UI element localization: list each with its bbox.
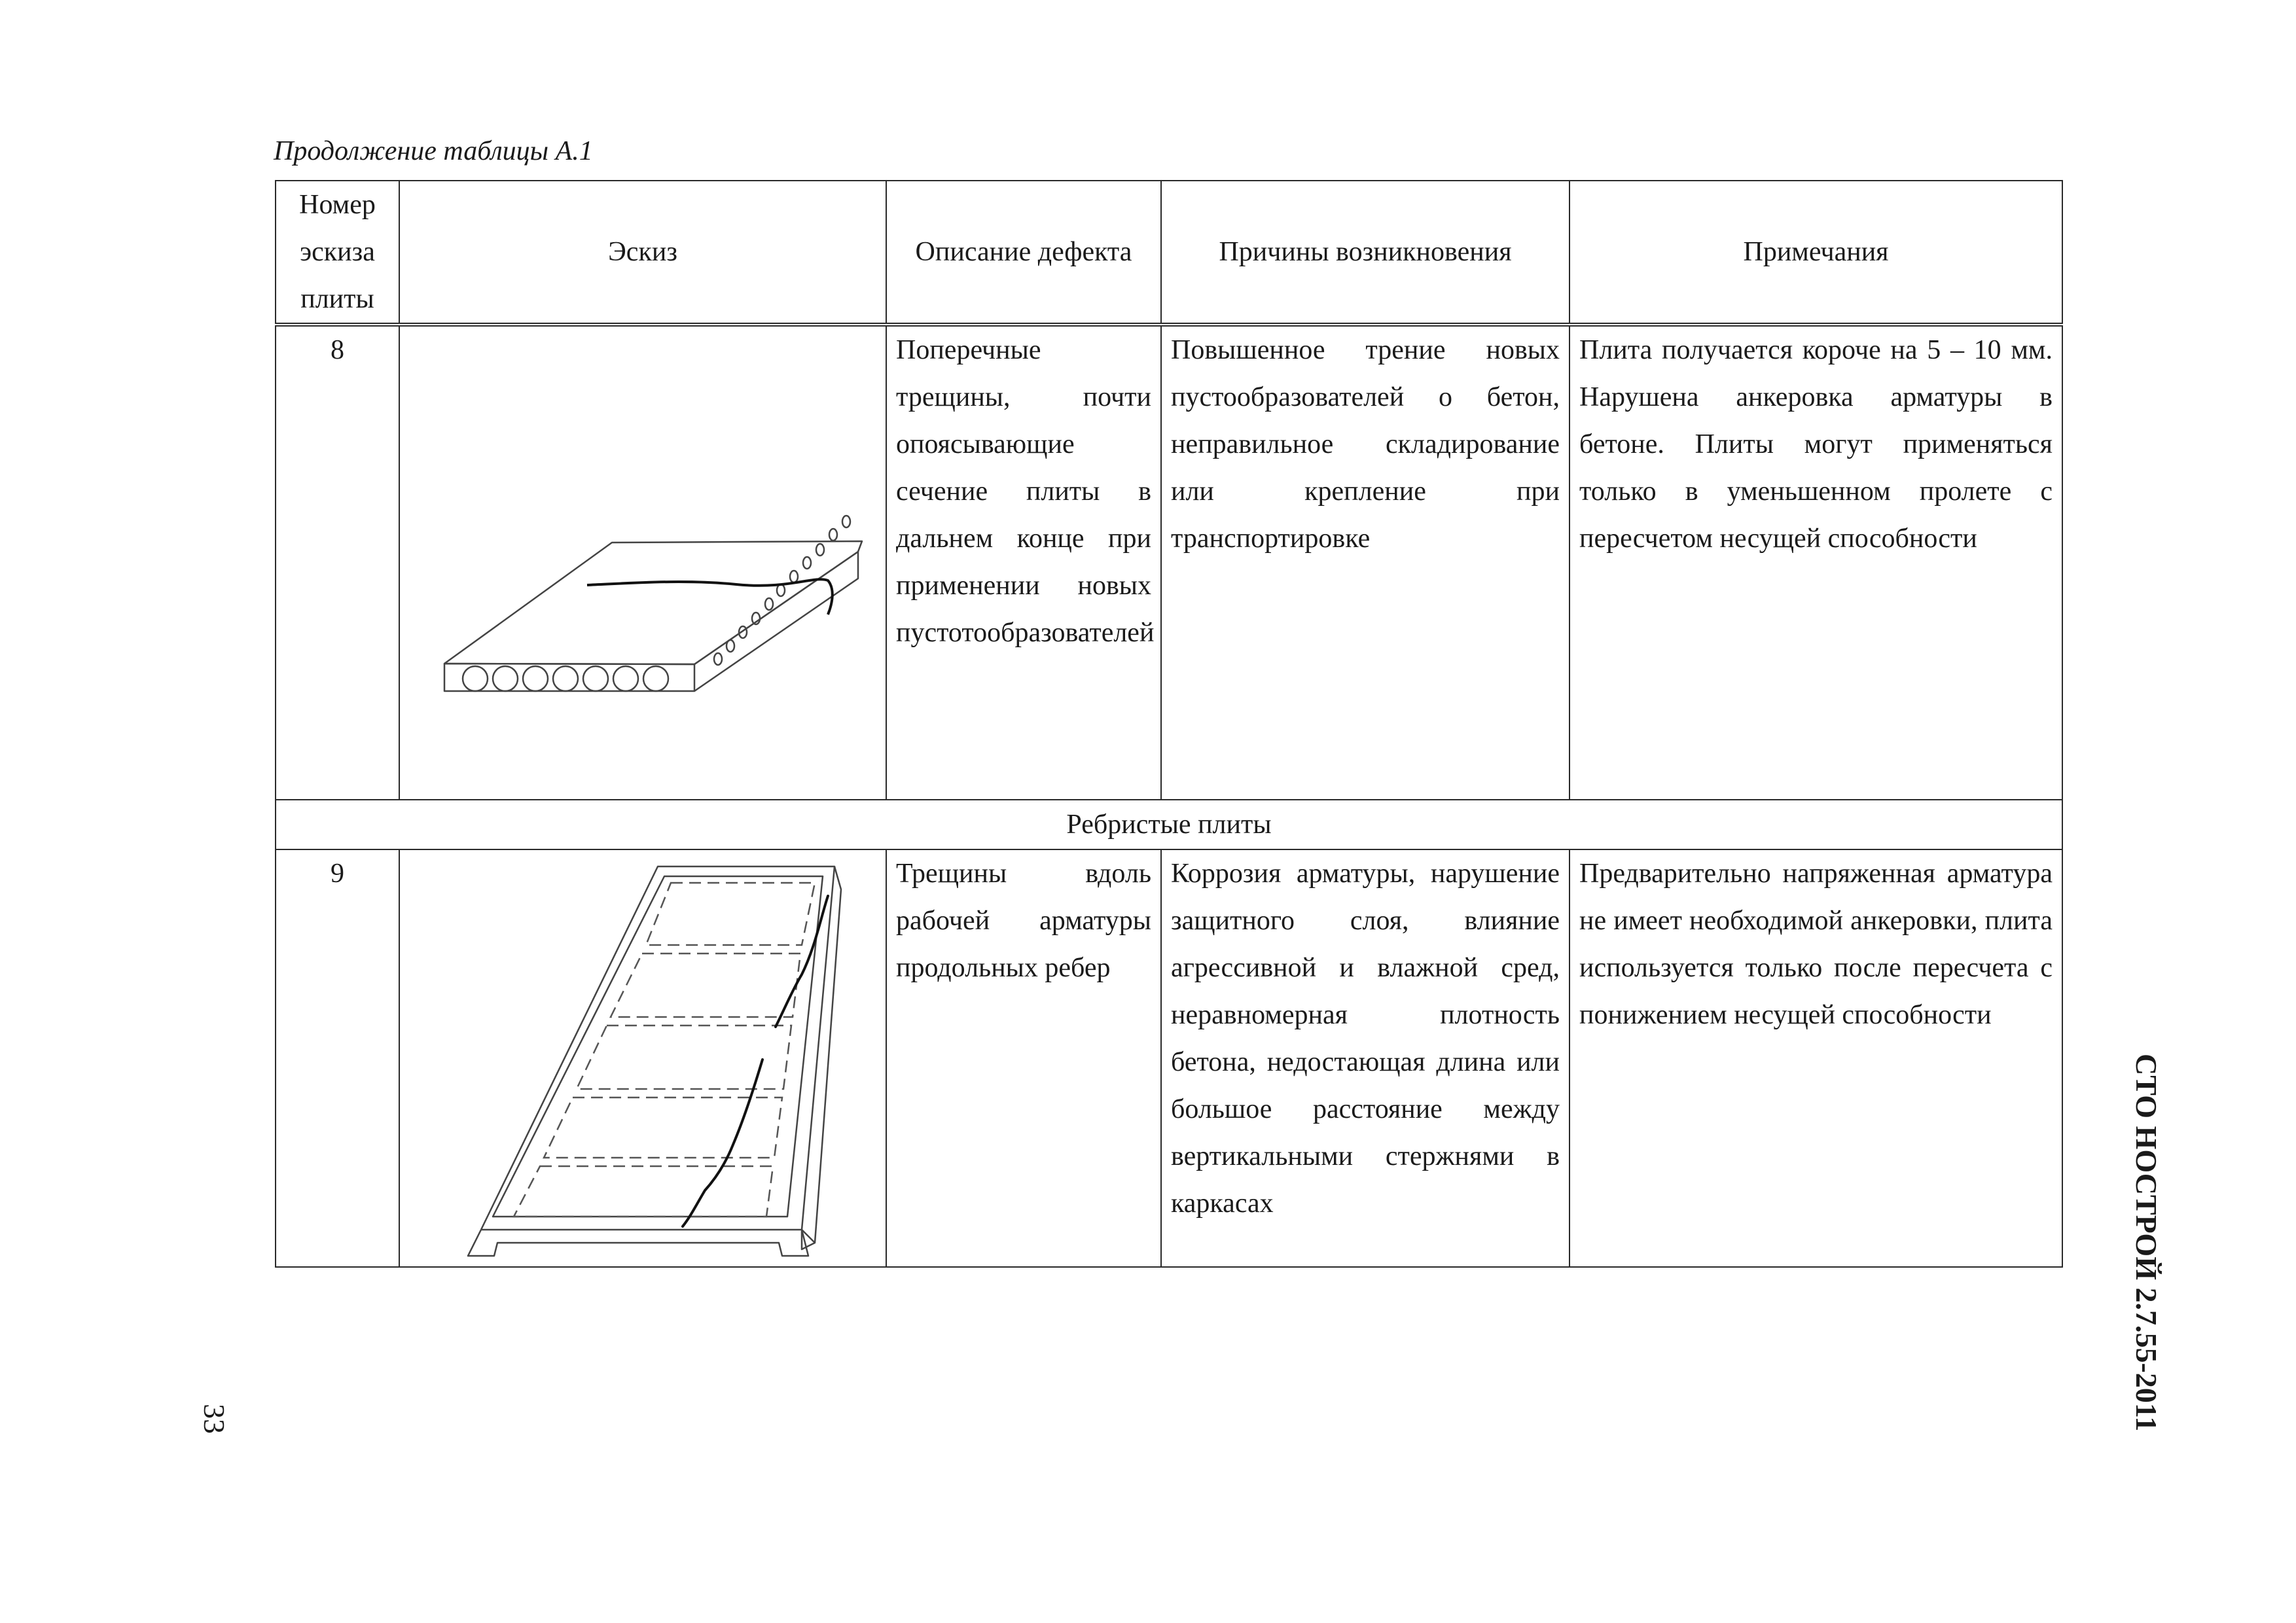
hollow-core-slab-icon xyxy=(409,327,896,799)
ribbed-slab-icon xyxy=(409,850,896,1266)
row-number: 8 xyxy=(276,325,399,800)
header-sketch-number-line1: Номер xyxy=(299,190,376,220)
sketch-cell xyxy=(399,325,886,800)
standard-code: СТО НОСТРОЙ 2.7.55-2011 xyxy=(2130,1054,2163,1432)
header-sketch-number xyxy=(276,181,399,325)
section-title: Ребристые плиты xyxy=(276,800,2062,849)
page-number: 33 xyxy=(198,1404,231,1434)
table-row xyxy=(276,849,2062,1267)
section-row xyxy=(276,800,2062,849)
header-defect-description: Описание дефекта xyxy=(886,181,1161,325)
defect-description: Трещины вдоль рабочей арматуры продольных ребер xyxy=(886,849,1161,1267)
defect-notes: Плита получается короче на 5 – 10 мм. Нарушена анкеровка арматуры в бетоне. Плиты могут применяться только в уменьшенном пролете с пересчетом несущей способности xyxy=(1570,325,2062,800)
defect-description: Поперечные трещины, почти опоясывающие сечение плиты в дальнем конце при применении новых пустотообразователей xyxy=(886,325,1161,800)
defect-causes: Коррозия арматуры, нарушение защитного слоя, влияние агрессивной и влажной сред, неравномерная плотность бетона, недостающая длина или большое расстояние между вертикальными стержнями в каркасах xyxy=(1161,849,1570,1267)
page-number-rotated xyxy=(190,1404,229,1456)
row-number: 9 xyxy=(276,849,399,1267)
defect-notes: Предварительно напряженная арматура не имеет необходимой анкеровки, плита используется только после пересчета с понижением несущей способности xyxy=(1570,849,2062,1267)
header-notes: Примечания xyxy=(1570,181,2062,325)
table-caption: Продолжение таблицы А.1 xyxy=(274,136,593,166)
header-sketch: Эскиз xyxy=(399,181,886,325)
table-row xyxy=(276,325,2062,800)
header-sketch-number-line2: эскиза xyxy=(300,237,375,267)
defect-causes: Повышенное трение новых пустообразователей о бетон, неправильное складирование или крепление при транспортировке xyxy=(1161,325,1570,800)
header-sketch-number-line3: плиты xyxy=(300,284,374,314)
table-header-row xyxy=(276,181,2062,325)
standard-code-rotated xyxy=(2121,1054,2173,1472)
header-causes: Причины возникновения xyxy=(1161,181,1570,325)
defects-table xyxy=(275,180,2063,1268)
sketch-cell xyxy=(399,849,886,1267)
